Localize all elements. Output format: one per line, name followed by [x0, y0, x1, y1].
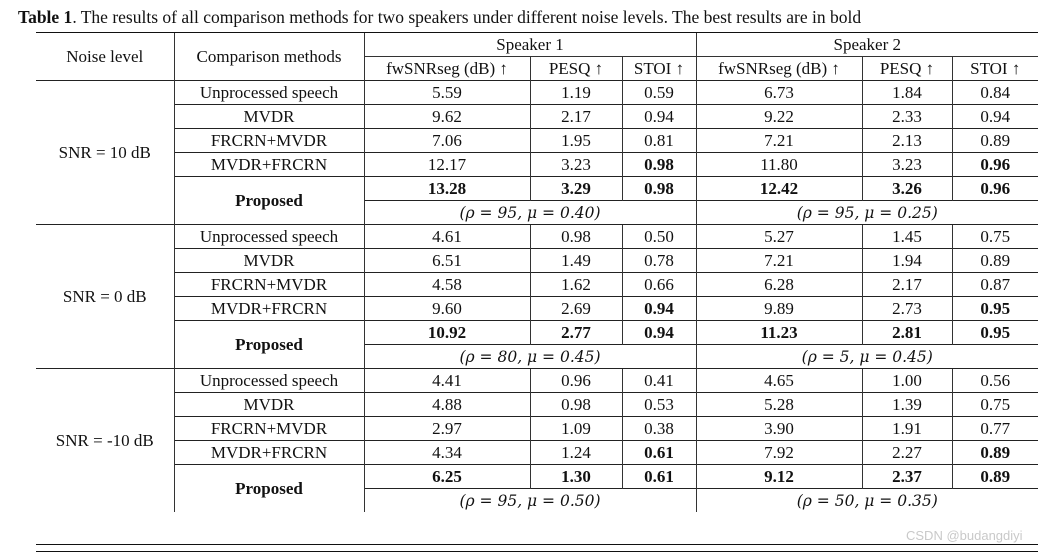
value-cell: 0.98	[622, 153, 696, 177]
value-cell: 0.98	[530, 225, 622, 249]
value-cell: 0.66	[622, 273, 696, 297]
value-cell: 0.89	[952, 441, 1038, 465]
params-speaker1: (ρ = 80, μ = 0.45)	[364, 345, 696, 369]
header-speaker2: Speaker 2	[696, 33, 1038, 57]
params-speaker1: (ρ = 95, μ = 0.50)	[364, 489, 696, 513]
table-row	[36, 417, 1038, 441]
caption-label: Table 1	[18, 7, 73, 27]
method-cell: MVDR	[174, 105, 364, 129]
params-speaker2: (ρ = 95, μ = 0.25)	[696, 201, 1038, 225]
header-metric: PESQ ↑	[530, 57, 622, 81]
value-cell: 2.97	[364, 417, 530, 441]
proposed-value-cell: 0.96	[952, 177, 1038, 201]
table-row	[36, 249, 1038, 273]
value-cell: 0.50	[622, 225, 696, 249]
value-cell: 9.22	[696, 105, 862, 129]
params-speaker1: (ρ = 95, μ = 0.40)	[364, 201, 696, 225]
proposed-value-cell: 3.26	[862, 177, 952, 201]
value-cell: 3.23	[862, 153, 952, 177]
proposed-value-cell: 10.92	[364, 321, 530, 345]
value-cell: 2.17	[530, 105, 622, 129]
value-cell: 4.58	[364, 273, 530, 297]
method-cell: MVDR	[174, 249, 364, 273]
proposed-value-cell: 2.81	[862, 321, 952, 345]
method-cell: MVDR+FRCRN	[174, 153, 364, 177]
proposed-value-cell: 2.37	[862, 465, 952, 489]
value-cell: 0.56	[952, 369, 1038, 393]
proposed-value-cell: 2.77	[530, 321, 622, 345]
noise-level-cell: SNR = -10 dB	[36, 369, 174, 513]
value-cell: 2.27	[862, 441, 952, 465]
proposed-value-cell: 0.61	[622, 465, 696, 489]
value-cell: 0.89	[952, 249, 1038, 273]
value-cell: 0.61	[622, 441, 696, 465]
value-cell: 0.77	[952, 417, 1038, 441]
table-caption	[18, 6, 1058, 28]
table-row	[36, 297, 1038, 321]
header-metric: fwSNRseg (dB) ↑	[696, 57, 862, 81]
method-cell: Unprocessed speech	[174, 225, 364, 249]
value-cell: 2.73	[862, 297, 952, 321]
value-cell: 11.80	[696, 153, 862, 177]
value-cell: 9.62	[364, 105, 530, 129]
caption-text: . The results of all comparison methods for two speakers under different noise levels. The best results are in bold	[72, 7, 862, 27]
method-cell: FRCRN+MVDR	[174, 417, 364, 441]
value-cell: 0.38	[622, 417, 696, 441]
proposed-value-cell: 6.25	[364, 465, 530, 489]
value-cell: 0.75	[952, 225, 1038, 249]
value-cell: 4.34	[364, 441, 530, 465]
header-metric: STOI ↑	[952, 57, 1038, 81]
value-cell: 0.59	[622, 81, 696, 105]
value-cell: 2.17	[862, 273, 952, 297]
header-metric: fwSNRseg (dB) ↑	[364, 57, 530, 81]
value-cell: 1.19	[530, 81, 622, 105]
method-cell: FRCRN+MVDR	[174, 129, 364, 153]
value-cell: 0.96	[952, 153, 1038, 177]
table-row	[36, 369, 1038, 393]
value-cell: 0.94	[622, 105, 696, 129]
value-cell: 0.87	[952, 273, 1038, 297]
method-cell: MVDR	[174, 393, 364, 417]
proposed-method-cell: Proposed	[174, 321, 364, 369]
value-cell: 1.49	[530, 249, 622, 273]
value-cell: 1.00	[862, 369, 952, 393]
value-cell: 0.96	[530, 369, 622, 393]
value-cell: 12.17	[364, 153, 530, 177]
proposed-value-cell: 13.28	[364, 177, 530, 201]
value-cell: 6.28	[696, 273, 862, 297]
value-cell: 7.21	[696, 249, 862, 273]
value-cell: 0.53	[622, 393, 696, 417]
header-speaker1: Speaker 1	[364, 33, 696, 57]
value-cell: 1.95	[530, 129, 622, 153]
table-row	[36, 129, 1038, 153]
method-cell: FRCRN+MVDR	[174, 273, 364, 297]
value-cell: 5.28	[696, 393, 862, 417]
value-cell: 6.73	[696, 81, 862, 105]
proposed-value-cell: 0.89	[952, 465, 1038, 489]
value-cell: 0.78	[622, 249, 696, 273]
method-cell: Unprocessed speech	[174, 369, 364, 393]
results-table	[36, 32, 1038, 512]
proposed-value-cell: 0.94	[622, 321, 696, 345]
value-cell: 7.92	[696, 441, 862, 465]
value-cell: 7.21	[696, 129, 862, 153]
value-cell: 0.94	[952, 105, 1038, 129]
value-cell: 0.95	[952, 297, 1038, 321]
header-noise-level: Noise level	[36, 33, 174, 81]
value-cell: 3.23	[530, 153, 622, 177]
proposed-value-cell: 0.95	[952, 321, 1038, 345]
value-cell: 0.94	[622, 297, 696, 321]
proposed-value-cell: 1.30	[530, 465, 622, 489]
value-cell: 4.65	[696, 369, 862, 393]
value-cell: 2.33	[862, 105, 952, 129]
value-cell: 4.88	[364, 393, 530, 417]
proposed-value-cell: 3.29	[530, 177, 622, 201]
value-cell: 0.81	[622, 129, 696, 153]
value-cell: 0.89	[952, 129, 1038, 153]
table-row	[36, 441, 1038, 465]
proposed-value-cell: 12.42	[696, 177, 862, 201]
value-cell: 4.41	[364, 369, 530, 393]
proposed-row	[36, 321, 1038, 345]
value-cell: 1.24	[530, 441, 622, 465]
value-cell: 2.69	[530, 297, 622, 321]
value-cell: 0.41	[622, 369, 696, 393]
header-comparison-methods: Comparison methods	[174, 33, 364, 81]
value-cell: 0.75	[952, 393, 1038, 417]
proposed-row	[36, 465, 1038, 489]
bottom-rules	[36, 544, 1038, 552]
value-cell: 1.84	[862, 81, 952, 105]
proposed-value-cell: 11.23	[696, 321, 862, 345]
value-cell: 1.39	[862, 393, 952, 417]
value-cell: 1.45	[862, 225, 952, 249]
value-cell: 6.51	[364, 249, 530, 273]
proposed-value-cell: 9.12	[696, 465, 862, 489]
watermark: CSDN @budangdiyi	[906, 528, 1023, 543]
proposed-method-cell: Proposed	[174, 465, 364, 513]
value-cell: 7.06	[364, 129, 530, 153]
method-cell: MVDR+FRCRN	[174, 441, 364, 465]
value-cell: 1.91	[862, 417, 952, 441]
table-body	[36, 81, 1038, 513]
value-cell: 9.89	[696, 297, 862, 321]
value-cell: 1.09	[530, 417, 622, 441]
value-cell: 2.13	[862, 129, 952, 153]
value-cell: 1.62	[530, 273, 622, 297]
noise-level-cell: SNR = 10 dB	[36, 81, 174, 225]
method-cell: Unprocessed speech	[174, 81, 364, 105]
table-row	[36, 393, 1038, 417]
params-speaker2: (ρ = 50, μ = 0.35)	[696, 489, 1038, 513]
value-cell: 0.84	[952, 81, 1038, 105]
value-cell: 4.61	[364, 225, 530, 249]
value-cell: 1.94	[862, 249, 952, 273]
proposed-method-cell: Proposed	[174, 177, 364, 225]
value-cell: 9.60	[364, 297, 530, 321]
header-metric: STOI ↑	[622, 57, 696, 81]
proposed-value-cell: 0.98	[622, 177, 696, 201]
value-cell: 5.27	[696, 225, 862, 249]
table-row	[36, 105, 1038, 129]
value-cell: 0.98	[530, 393, 622, 417]
method-cell: MVDR+FRCRN	[174, 297, 364, 321]
proposed-row	[36, 177, 1038, 201]
params-speaker2: (ρ = 5, μ = 0.45)	[696, 345, 1038, 369]
value-cell: 3.90	[696, 417, 862, 441]
table-row	[36, 225, 1038, 249]
noise-level-cell: SNR = 0 dB	[36, 225, 174, 369]
value-cell: 5.59	[364, 81, 530, 105]
header-metric: PESQ ↑	[862, 57, 952, 81]
table-row	[36, 153, 1038, 177]
table-row	[36, 273, 1038, 297]
table-row	[36, 81, 1038, 105]
